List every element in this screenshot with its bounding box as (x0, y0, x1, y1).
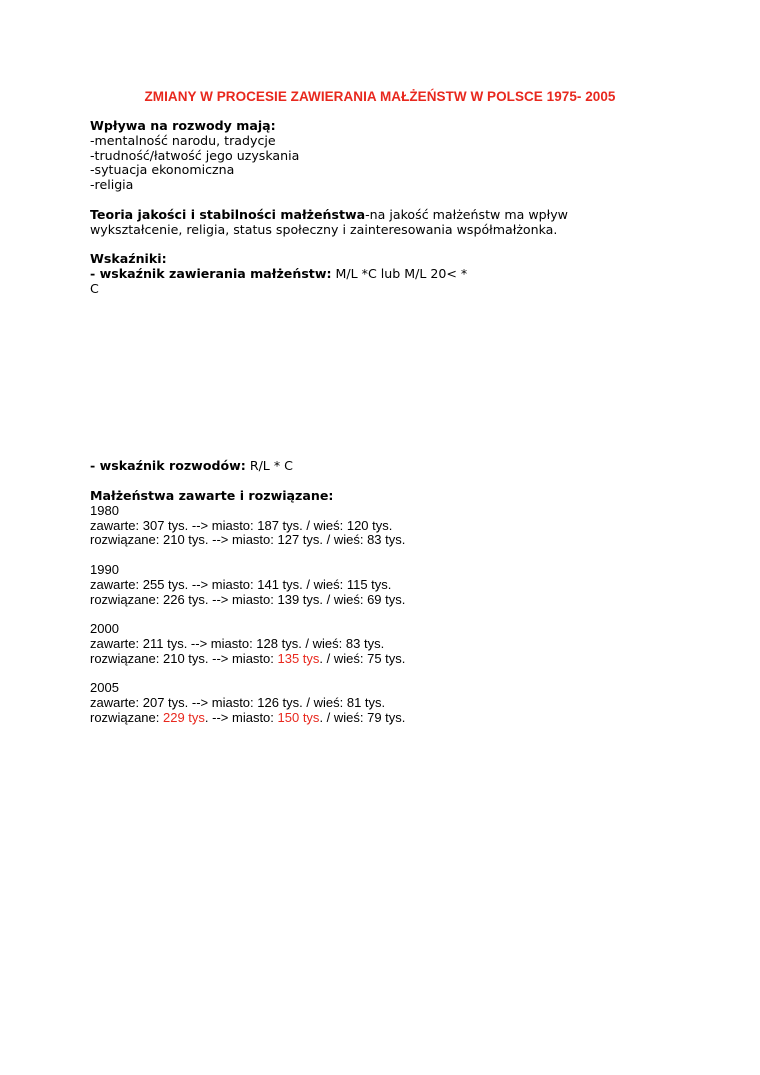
dissolved-line (90, 711, 690, 726)
dissolved-prefix: rozwiązane: 210 tys. --> miasto: (90, 650, 278, 666)
year-label: 2000 (90, 621, 119, 637)
year-label: 1990 (90, 561, 119, 577)
highlighted-value: 135 tys (277, 650, 320, 666)
marriage-indicator (90, 267, 690, 282)
year-label: 2005 (90, 680, 119, 696)
divorce-indicator (90, 459, 690, 474)
theory-text: -na jakość małżeństw ma wpływ (365, 206, 568, 222)
concluded-line: zawarte: 211 tys. --> miasto: 128 tys. / wieś: 83 tys. (90, 635, 385, 651)
marriage-indicator-formula-cont: C (90, 280, 99, 296)
document-title: ZMIANY W PROCESIE ZAWIERANIA MAŁŻEŃSTW W POLSCE 1975- 2005 (144, 89, 616, 104)
document-body (90, 119, 690, 726)
marriage-indicator-formula: M/L *C lub M/L 20< * (331, 265, 468, 281)
concluded-line: zawarte: 207 tys. --> miasto: 126 tys. / wieś: 81 tys. (90, 695, 386, 711)
spacer (90, 607, 690, 622)
spacer (90, 193, 690, 208)
factor-item: -trudność/łatwość jego uzyskania (90, 147, 300, 163)
dissolved-suffix: . / wieś: 79 tys. (319, 709, 406, 725)
concluded-line: zawarte: 307 tys. --> miasto: 187 tys. / wieś: 120 tys. (90, 517, 393, 533)
marriage-indicator-label: - wskaźnik zawierania małżeństw: (90, 265, 332, 281)
divorce-indicator-label: - wskaźnik rozwodów: (90, 458, 246, 474)
factor-item: -sytuacja ekonomiczna (90, 162, 235, 178)
highlighted-value: 150 tys (277, 709, 320, 725)
spacer (90, 474, 690, 489)
year-label: 1980 (90, 502, 119, 518)
indicators-heading: Wskaźniki: (90, 251, 167, 267)
blank-area (90, 297, 690, 460)
theory-line-2: wykształcenie, religia, status społeczny i zainteresowania współmałżonka. (90, 221, 558, 237)
stats-heading: Małżeństwa zawarte i rozwiązane: (90, 487, 334, 503)
theory-line-1 (90, 208, 690, 223)
factor-item: -mentalność narodu, tradycje (90, 132, 276, 148)
theory-heading: Teoria jakości i stabilności małżeństwa (90, 206, 366, 222)
spacer (90, 237, 690, 252)
divorce-indicator-formula: R/L * C (245, 458, 293, 474)
dissolved-line (90, 652, 690, 667)
factors-heading: Wpływa na rozwody mają: (90, 118, 276, 133)
factor-item: -religia (90, 177, 134, 193)
highlighted-value: 229 tys (162, 709, 205, 725)
spacer (90, 667, 690, 682)
dissolved-line: rozwiązane: 226 tys. --> miasto: 139 tys. / wieś: 69 tys. (90, 591, 406, 607)
spacer (90, 548, 690, 563)
dissolved-suffix: . / wieś: 75 tys. (319, 650, 406, 666)
concluded-line: zawarte: 255 tys. --> miasto: 141 tys. / wieś: 115 tys. (90, 576, 392, 592)
dissolved-line: rozwiązane: 210 tys. --> miasto: 127 tys. / wieś: 83 tys. (90, 532, 406, 548)
dissolved-prefix: rozwiązane: (90, 709, 163, 725)
dissolved-mid: . --> miasto: (204, 709, 278, 725)
